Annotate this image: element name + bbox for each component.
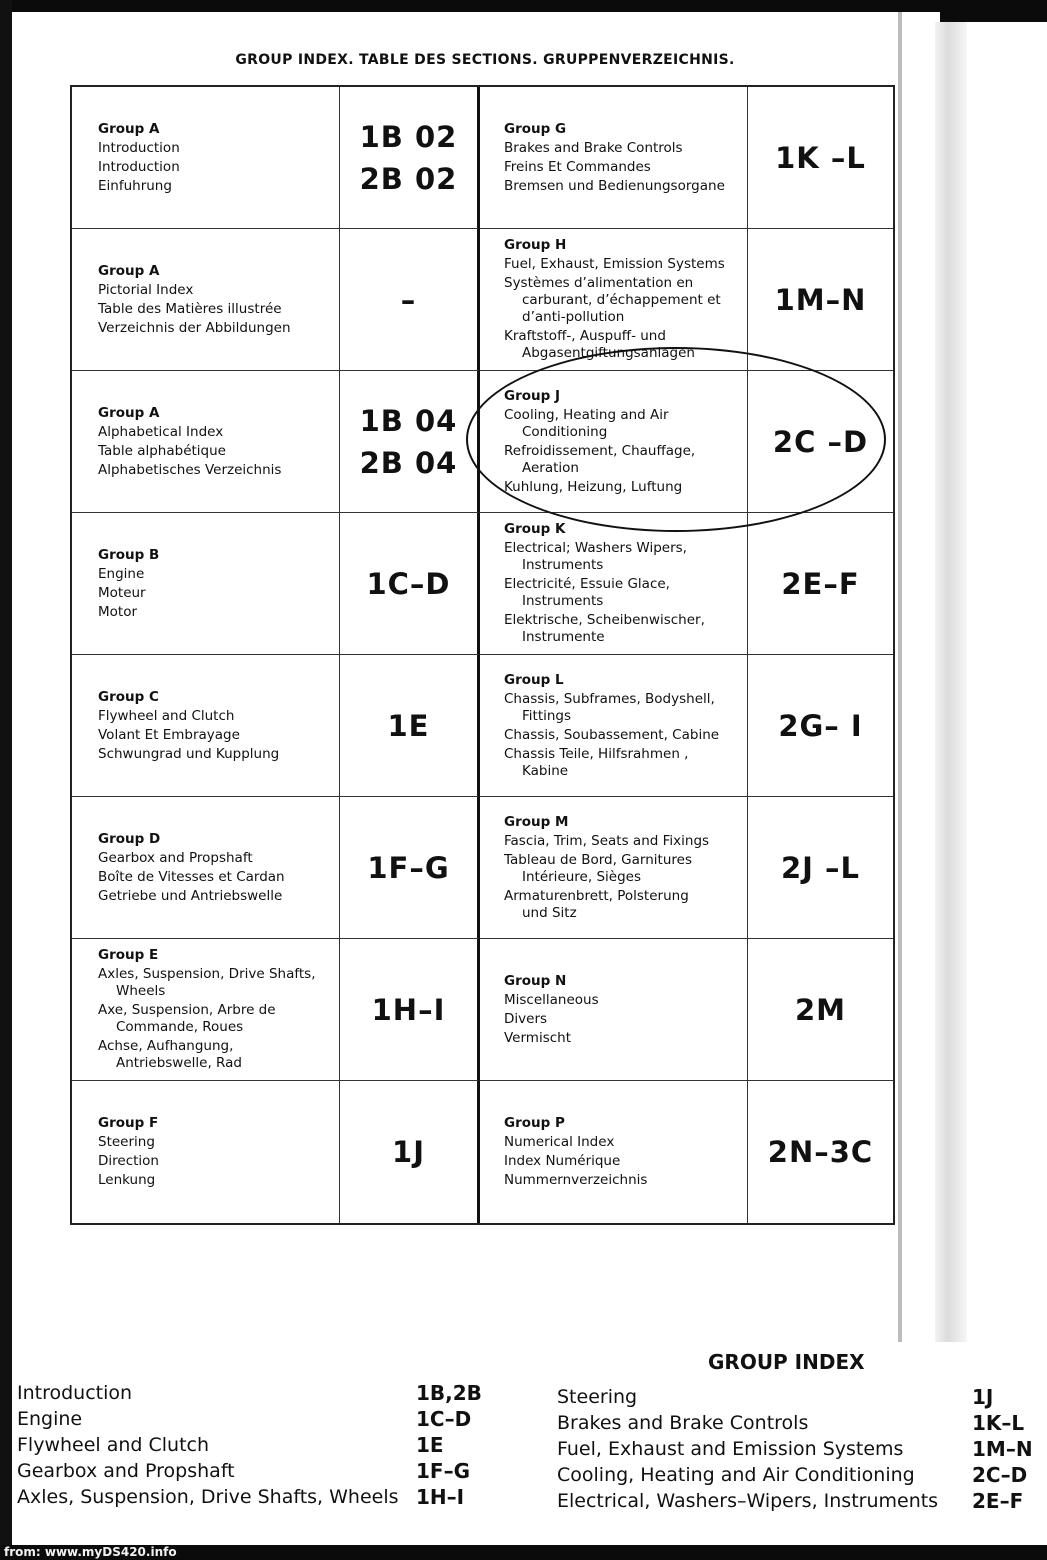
group-description-line: Fuel, Exhaust, Emission Systems — [504, 256, 725, 272]
group-description-line: Gearbox and Propshaft — [98, 849, 253, 866]
scan-border-right — [940, 0, 1047, 22]
footer-item-label: Flywheel and Clutch — [17, 1434, 210, 1456]
group-description-cell — [72, 229, 340, 371]
fiche-code-cell — [340, 797, 480, 939]
group-description-line: Instruments — [522, 593, 604, 609]
group-heading: Group F — [98, 1115, 159, 1131]
group-description-cell — [72, 513, 340, 655]
group-description-line: Refroidissement, Chauffage, — [504, 442, 696, 459]
footer-item-label: Electrical, Washers–Wipers, Instruments — [557, 1490, 939, 1512]
footer-item-label: Steering — [557, 1386, 638, 1408]
group-description-line: Intérieure, Sièges — [522, 868, 641, 885]
group-description-line: Elektrische, Scheibenwischer, — [504, 612, 705, 628]
group-heading: Group A — [98, 262, 160, 279]
group-description-line: Nummernverzeichnis — [504, 1172, 648, 1188]
group-description-line: Abgasentgiftungsanlagen — [522, 345, 695, 361]
group-description-line: Pictorial Index — [98, 281, 194, 298]
fiche-code-cell — [748, 655, 893, 797]
group-description-cell — [480, 655, 748, 797]
group-description-line: Steering — [98, 1134, 155, 1150]
group-description-line: Index Numérique — [504, 1153, 621, 1169]
footer-item-code: 1B,2B — [416, 1381, 482, 1405]
footer-item-label: Engine — [17, 1408, 83, 1430]
fiche-code: 1B 04 — [359, 403, 458, 438]
fiche-code: 1C–D — [366, 566, 451, 601]
footer-item-label: Brakes and Brake Controls — [557, 1412, 809, 1434]
group-description-line: Conditioning — [522, 423, 608, 440]
group-description-line: Chassis Teile, Hilfsrahmen , — [504, 745, 689, 762]
fiche-code: 2G– I — [778, 708, 863, 743]
group-description-line: Cooling, Heating and Air — [504, 406, 669, 423]
fiche-code: 1J — [392, 1135, 425, 1169]
fiche-code-cell — [748, 513, 893, 655]
group-description-line: Kuhlung, Heizung, Luftung — [504, 478, 683, 495]
fiche-code: 1B 02 — [359, 119, 458, 154]
group-description-cell — [72, 797, 340, 939]
group-description-cell — [72, 939, 340, 1081]
group-heading: Group A — [98, 404, 160, 421]
group-description-line: Getriebe und Antriebswelle — [98, 887, 283, 904]
group-description-line: Instruments — [522, 557, 604, 573]
group-description-line: Instrumente — [522, 629, 605, 645]
fiche-code: 1K –L — [775, 140, 866, 175]
group-description-line: Vermischt — [504, 1029, 572, 1046]
footer-left-labels — [17, 1380, 399, 1510]
footer-title: GROUP INDEX — [708, 1350, 865, 1374]
footer-right-codes — [972, 1384, 1033, 1514]
group-description-line: Chassis, Subframes, Bodyshell, — [504, 690, 715, 707]
group-heading: Group H — [504, 237, 567, 253]
group-description-cell — [480, 87, 748, 229]
footer-item-label: Fuel, Exhaust and Emission Systems — [557, 1438, 904, 1460]
fiche-code: 2J –L — [780, 850, 861, 885]
group-description-line: Systèmes d’alimentation en — [504, 275, 694, 291]
group-description-line: Verzeichnis der Abbildungen — [98, 319, 291, 336]
group-heading: Group G — [504, 120, 567, 137]
fiche-code-cell — [340, 371, 480, 513]
group-description-line: Moteur — [98, 584, 146, 601]
group-description-line: Divers — [504, 1010, 548, 1027]
group-description-line: Commande, Roues — [116, 1019, 244, 1035]
footer-item-code: 1C–D — [416, 1407, 472, 1431]
group-description-line: Table des Matières illustrée — [98, 300, 282, 317]
group-description-line: Freins Et Commandes — [504, 158, 651, 175]
group-description-line: Volant Et Embrayage — [98, 726, 240, 743]
group-description-line: Kabine — [522, 762, 569, 779]
footer-left-codes — [416, 1380, 482, 1510]
fiche-code-cell — [340, 229, 480, 371]
fiche-code-cell — [340, 87, 480, 229]
group-description-line: Axe, Suspension, Arbre de — [98, 1002, 276, 1018]
page-title: GROUP INDEX. TABLE DES SECTIONS. GRUPPENVERZEICHNIS. — [235, 52, 735, 68]
group-description-cell — [480, 939, 748, 1081]
fiche-code-cell — [340, 1081, 480, 1223]
group-description-line: Tableau de Bord, Garnitures — [504, 851, 692, 868]
fiche-code-cell — [340, 939, 480, 1081]
fiche-code: 1M–N — [774, 282, 867, 317]
fiche-code-cell — [748, 229, 893, 371]
footer-item-code: 2C–D — [972, 1463, 1028, 1487]
group-description-line: Lenkung — [98, 1172, 156, 1188]
group-description-line: Achse, Aufhangung, — [98, 1038, 234, 1054]
group-description-cell — [480, 513, 748, 655]
fiche-code: 2M — [794, 992, 847, 1027]
footer-item-code: 1M–N — [972, 1437, 1033, 1461]
group-description-line: Engine — [98, 565, 145, 582]
fiche-code-cell — [340, 513, 480, 655]
page-fold-shadow — [935, 22, 967, 1342]
group-description-line: Fascia, Trim, Seats and Fixings — [504, 832, 710, 849]
group-description-line: Table alphabétique — [98, 442, 226, 459]
group-description-line: Electricité, Essuie Glace, — [504, 576, 670, 592]
group-description-line: Numerical Index — [504, 1134, 615, 1150]
page-edge — [898, 12, 902, 1342]
group-description-line: Fittings — [522, 707, 572, 724]
group-description-line: Electrical; Washers Wipers, — [504, 540, 687, 556]
footer-item-code: 1E — [416, 1433, 444, 1457]
fiche-code-cell — [748, 1081, 893, 1223]
fiche-code: 1E — [387, 708, 430, 743]
group-description-line: Chassis, Soubassement, Cabine — [504, 726, 720, 743]
group-description-line: Alphabetisches Verzeichnis — [98, 461, 282, 478]
footer-right-labels — [557, 1384, 938, 1514]
footer-item-code: 1H–I — [416, 1485, 465, 1509]
group-description-cell — [72, 655, 340, 797]
group-description-cell — [480, 797, 748, 939]
group-description-cell — [480, 229, 748, 371]
footer-item-label: Introduction — [17, 1382, 133, 1404]
group-description-line: carburant, d’échappement et — [522, 292, 721, 308]
group-heading: Group J — [504, 387, 561, 404]
group-heading: Group E — [98, 947, 159, 963]
group-description-line: Flywheel and Clutch — [98, 707, 235, 724]
group-description-cell — [480, 371, 748, 513]
footer-item-label: Cooling, Heating and Air Conditioning — [557, 1464, 915, 1486]
group-description-cell — [480, 1081, 748, 1223]
fiche-code: 2N–3C — [767, 1135, 874, 1169]
group-description-cell — [72, 1081, 340, 1223]
group-description-line: Boîte de Vitesses et Cardan — [98, 868, 285, 885]
group-description-line: Miscellaneous — [504, 991, 599, 1008]
fiche-code-cell — [748, 371, 893, 513]
footer-item-label: Axles, Suspension, Drive Shafts, Wheels — [17, 1486, 399, 1508]
footer-item-code: 1J — [972, 1385, 994, 1409]
group-description-cell — [72, 371, 340, 513]
fiche-code: 2B 04 — [359, 445, 458, 480]
group-heading: Group M — [504, 813, 569, 830]
group-index-table — [70, 85, 895, 1225]
group-description-line: Kraftstoff-, Auspuff- und — [504, 328, 666, 344]
footer-item-code: 1K–L — [972, 1411, 1025, 1435]
group-description-line: Alphabetical Index — [98, 423, 224, 440]
group-description-line: Schwungrad und Kupplung — [98, 745, 280, 762]
footer-item-code: 2E–F — [972, 1489, 1024, 1513]
group-description-line: Axles, Suspension, Drive Shafts, — [98, 966, 316, 982]
scan-border-left — [0, 0, 12, 1545]
group-description-line: Antriebswelle, Rad — [116, 1055, 242, 1071]
group-heading: Group B — [98, 546, 160, 563]
footer-item-code: 1F–G — [416, 1459, 470, 1483]
group-heading: Group K — [504, 521, 566, 537]
scan-border-top — [0, 0, 1047, 12]
group-description-cell — [72, 87, 340, 229]
fiche-code: 2B 02 — [359, 161, 458, 196]
fiche-code: – — [400, 282, 417, 317]
group-description-line: Direction — [98, 1153, 159, 1169]
group-description-line: Motor — [98, 603, 138, 620]
group-heading: Group P — [504, 1115, 565, 1131]
group-heading: Group D — [98, 830, 161, 847]
group-description-line: Armaturenbrett, Polsterung — [504, 887, 689, 904]
group-heading: Group C — [98, 688, 159, 705]
group-description-line: und Sitz — [522, 904, 577, 921]
fiche-code: 1F–G — [367, 850, 450, 885]
fiche-code-cell — [748, 797, 893, 939]
fiche-code: 2C –D — [772, 424, 869, 459]
fiche-code: 2E–F — [781, 566, 860, 601]
group-heading: Group A — [98, 120, 160, 137]
fiche-code-cell — [340, 655, 480, 797]
fiche-code: 1H–I — [371, 992, 446, 1027]
group-description-line: Aeration — [522, 459, 579, 476]
group-description-line: Bremsen und Bedienungsorgane — [504, 177, 725, 194]
group-description-line: Wheels — [116, 983, 166, 999]
watermark: from: www.myDS420.info — [4, 1545, 177, 1559]
group-heading: Group L — [504, 671, 564, 688]
group-description-line: Einfuhrung — [98, 177, 172, 194]
fiche-code-cell — [748, 939, 893, 1081]
group-description-line: Introduction — [98, 139, 180, 156]
group-description-line: d’anti-pollution — [522, 309, 625, 325]
group-description-line: Introduction — [98, 158, 180, 175]
group-heading: Group N — [504, 972, 567, 989]
group-description-line: Brakes and Brake Controls — [504, 139, 683, 156]
fiche-code-cell — [748, 87, 893, 229]
footer-item-label: Gearbox and Propshaft — [17, 1460, 235, 1482]
